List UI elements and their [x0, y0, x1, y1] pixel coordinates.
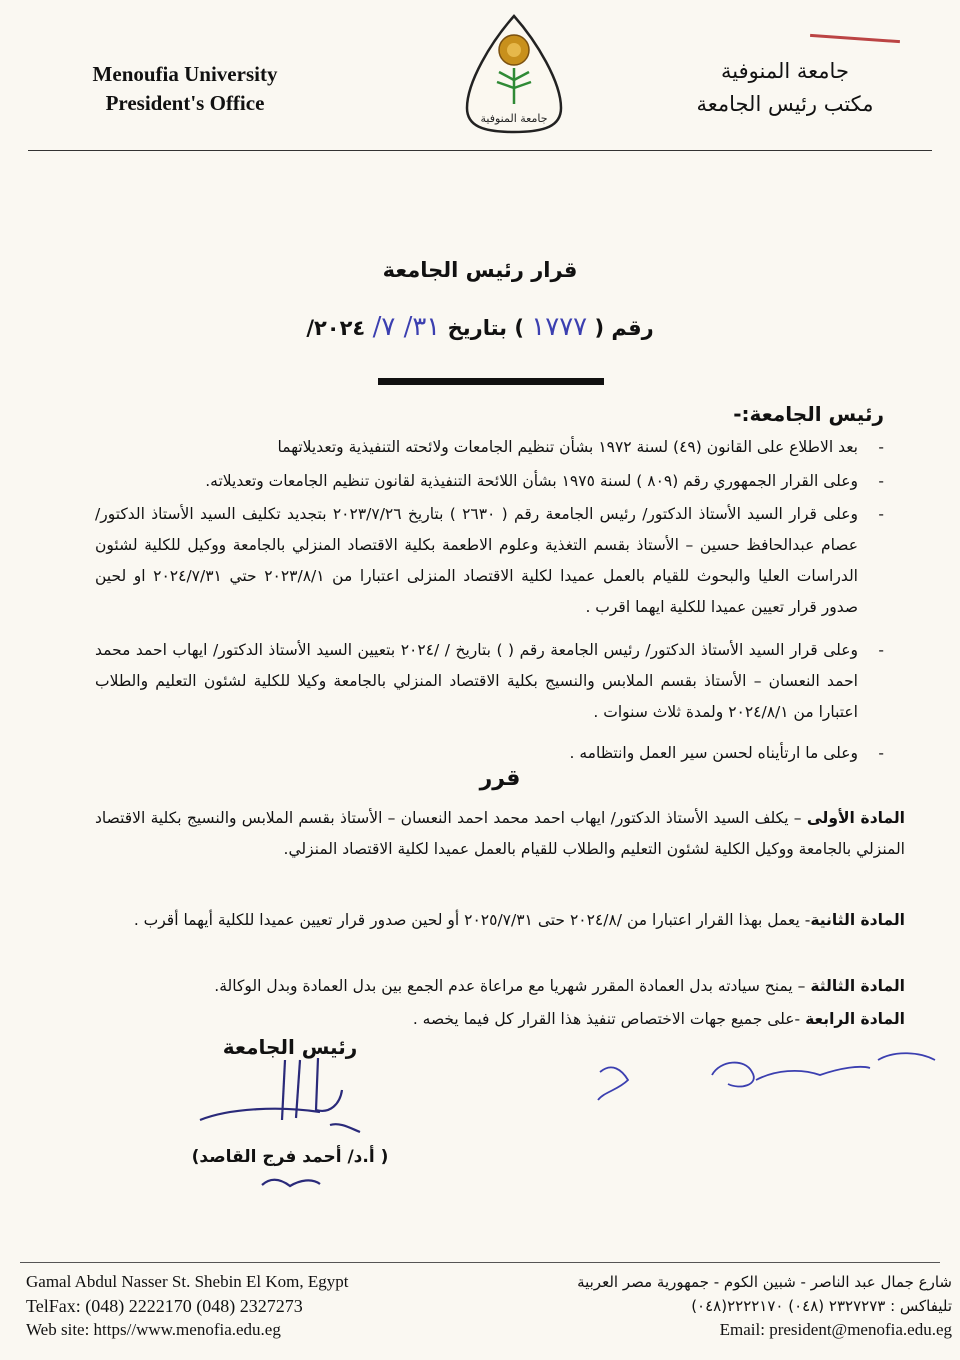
- preamble-item: - وعلى ما ارتأيناه لحسن سير العمل وانتظامه .: [569, 744, 884, 762]
- footer-address-ar: شارع جمال عبد الناصر - شبين الكوم - جمهورية مصر العربية: [577, 1273, 952, 1291]
- decree-number: ١٧٧٧: [531, 312, 588, 342]
- decree-year: ٢٠٢٤/: [306, 316, 366, 340]
- decree-day-month: ٣١/ ٧/: [372, 312, 441, 342]
- president-signature: [200, 1058, 360, 1186]
- logo-caption: جامعة المنوفية: [480, 112, 548, 125]
- footer-arabic: [482, 1270, 952, 1342]
- signatory-name: ( أ.د/ أحمد فرج القاصد): [191, 1147, 389, 1167]
- signatory-title: رئيس الجامعة: [222, 1035, 358, 1059]
- footer-email[interactable]: Email: president@menofia.edu.eg: [719, 1320, 952, 1339]
- office-name-en: President's Office: [105, 91, 265, 115]
- preamble-item: - وعلى قرار السيد الأستاذ الدكتور/ رئيس الجامعة رقم ( ) بتاريخ / /٢٠٢٤ بتعيين السيد الأستاذ الدكتور/ ايهاب احمد محمد احمد النعسان – الأستاذ بقسم الملابس والنسيج بكلية الاقتصاد المنزلي بالجامعة وكيلا للكلية لشئون التعليم والطلاب اعتبارا من ٢٠٢٤/٨/١ ولمدة ثلاث سنوات .: [95, 641, 884, 721]
- reviewer-initials: [598, 1053, 935, 1100]
- footer-website[interactable]: Web site: https//www.menofia.edu.eg: [26, 1320, 281, 1339]
- footer-address-en: Gamal Abdul Nasser St. Shebin El Kom, Egypt: [26, 1272, 349, 1291]
- article-3: المادة الثالثة – يمنح سيادته بدل العمادة المقرر شهريا مع مراعاة عدم الجمع بين بدل العمادة وبدل الوكالة.: [214, 977, 905, 995]
- decision-heading: قرر: [479, 766, 521, 791]
- university-name-ar: جامعة المنوفية: [721, 59, 849, 83]
- footer-telfax-en: TelFax: (048) 2222170 (048) 2327273: [26, 1296, 303, 1316]
- preamble-item: - وعلى قرار السيد الأستاذ الدكتور/ رئيس الجامعة رقم ( ٢٦٣٠ ) بتاريخ ٢٠٢٣/٧/٢٦ بتجديد تكليف السيد الأستاذ الدكتور/ عصام عبدالحافظ حسين – الأستاذ بقسم التغذية وعلوم الاطعمة بكلية الاقتصاد المنزلي بالجامعة ووكيل للكلية لشئون الدراسات العليا والبحوث للقيام بالعمل عميدا لكلية الاقتصاد المنزلى اعتبارا من ٢٠٢٣/٨/١ حتي ٢٠٢٤/٧/٣١ او لحين صدور قرار تعيين عميدا للكلية ايهما اقرب .: [95, 505, 884, 616]
- preamble-item: - وعلى القرار الجمهوري رقم (٨٠٩ ) لسنة ١٩٧٥ بشأن اللائحة التنفيذية لقانون تنظيم الجامعات وتعديلاته.: [205, 472, 884, 490]
- decree-title: قرار رئيس الجامعة: [382, 258, 578, 282]
- preamble-heading: رئيس الجامعة:-: [733, 402, 884, 426]
- article-2: المادة الثانية- يعمل بهذا القرار اعتبارا من /٢٠٢٤/٨ حتى ٢٠٢٥/٧/٣١ أو لحين صدور قرار تعيين عميدا للكلية أيهما أقرب .: [133, 911, 905, 929]
- footer-telfax-ar: تليفاكس : ٢٣٢٧٢٧٣ (٠٤٨) ٢٢٢٢١٧٠(٠٤٨): [691, 1297, 952, 1315]
- article-1: المادة الأولى – يكلف السيد الأستاذ الدكتور/ ايهاب احمد محمد احمد النعسان – الأستاذ بقسم الملابس والنسيج بكلية الاقتصاد المنزلي بالجامعة ووكيل الكلية لشئون التعليم والطلاب للقيام بالعمل عميدا لكلية الاقتصاد المنزلي.: [95, 809, 905, 858]
- footer-divider: [20, 1262, 940, 1263]
- article-label: المادة الثالثة: [810, 977, 905, 995]
- article-label: المادة الرابعة: [805, 1010, 905, 1028]
- article-label: المادة الثانية: [810, 911, 905, 929]
- university-name-en: Menoufia University: [92, 62, 278, 86]
- number-prefix: رقم (: [594, 316, 654, 340]
- number-date-label: ) بتاريخ: [447, 316, 524, 340]
- preamble-item: - بعد الاطلاع على القانون (٤٩) لسنة ١٩٧٢ بشأن تنظيم الجامعات ولائحته التنفيذية وتعديلاتهما: [277, 438, 884, 456]
- footer-english: [26, 1270, 476, 1342]
- article-label: المادة الأولى: [806, 809, 905, 827]
- article-4: المادة الرابعة -على جميع جهات الاختصاص تنفيذ هذا القرار كل فيما يخصه .: [412, 1010, 905, 1028]
- office-name-ar: مكتب رئيس الجامعة: [696, 92, 874, 116]
